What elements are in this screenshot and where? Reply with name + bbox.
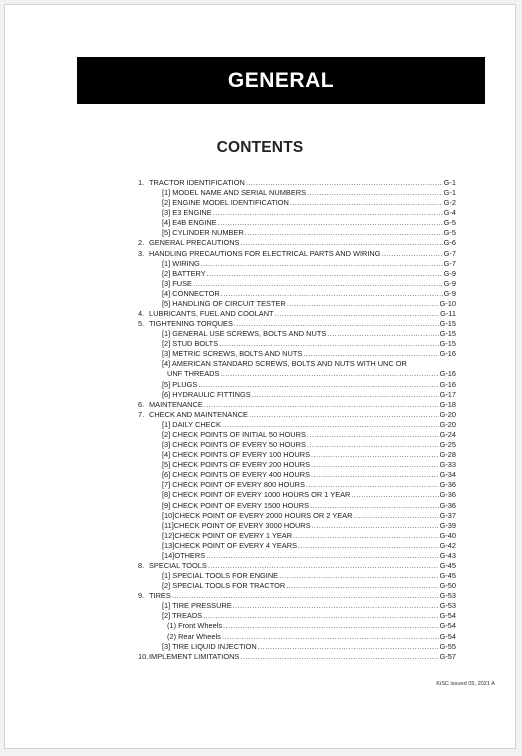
toc-dot-leader	[233, 601, 439, 611]
toc-dot-leader	[311, 450, 439, 460]
toc-entry-label: [3] FUSE	[162, 278, 192, 288]
toc-entry-label: [3] E3 ENGINE	[162, 208, 212, 218]
toc-entry-page: G-7	[443, 248, 456, 258]
toc-entry-label: [8] CHECK POINT OF EVERY 1000 HOURS OR 1 YEAR	[162, 490, 351, 500]
toc-entry[interactable]	[138, 269, 456, 279]
toc-dot-leader	[275, 309, 440, 319]
table-of-contents	[138, 178, 456, 662]
toc-entry-number: 1.	[138, 178, 145, 187]
toc-entry-page: G-36	[439, 500, 456, 510]
toc-entry-label: [1] SPECIAL TOOLS FOR ENGINE	[162, 571, 279, 581]
toc-dot-leader	[290, 198, 443, 208]
toc-entry-page: G-54	[439, 631, 456, 641]
toc-entry[interactable]	[138, 339, 456, 349]
toc-entry-page: G-36	[439, 480, 456, 490]
toc-entry[interactable]	[138, 259, 456, 269]
toc-entry[interactable]	[138, 188, 456, 198]
toc-entry-label: (2) Rear Wheels	[167, 631, 221, 641]
toc-dot-leader	[223, 621, 439, 631]
toc-entry-label: [2] STUD BOLTS	[162, 339, 219, 349]
toc-dot-leader	[306, 480, 439, 490]
toc-dot-leader	[245, 228, 443, 238]
toc-dot-leader	[218, 218, 443, 228]
toc-entry-page: G-43	[439, 550, 456, 560]
contents-heading: CONTENTS	[216, 139, 304, 156]
toc-entry-label: (1) Front Wheels	[167, 621, 223, 631]
toc-entry-label: [10]CHECK POINT OF EVERY 2000 HOURS OR 2 YEAR	[162, 510, 353, 520]
toc-entry-page: G-9	[443, 268, 456, 278]
toc-entry-page: G-33	[439, 460, 456, 470]
toc-dot-leader	[203, 611, 438, 621]
toc-entry-label: [3] TIRE LIQUID INJECTION	[162, 641, 257, 651]
toc-dot-leader	[240, 238, 442, 248]
toc-entry-label: IMPLEMENT LIMITATIONS	[149, 651, 240, 661]
toc-entry-page: G-42	[439, 540, 456, 550]
toc-entry[interactable]	[138, 551, 456, 561]
toc-entry-page: G-16	[439, 349, 456, 359]
toc-entry[interactable]	[138, 380, 456, 390]
toc-entry-label: SPECIAL TOOLS	[149, 560, 207, 570]
toc-entry-page: G-53	[439, 601, 456, 611]
toc-entry-page: G-7	[443, 258, 456, 268]
toc-entry-page: G-2	[443, 198, 456, 208]
toc-entry-number: 3.	[138, 248, 145, 258]
toc-entry[interactable]	[138, 480, 456, 490]
toc-entry-page: G-34	[439, 470, 456, 480]
toc-dot-leader	[287, 299, 439, 309]
toc-entry-page: G-5	[443, 228, 456, 238]
toc-entry-number: 2.	[138, 238, 145, 248]
toc-entry-page: G-54	[439, 611, 456, 621]
toc-entry-label: [4] CHECK POINTS OF EVERY 100 HOURS	[162, 450, 310, 460]
toc-entry-label: TIGHTENING TORQUES	[149, 319, 233, 329]
toc-entry[interactable]	[138, 621, 456, 631]
toc-entry-number: 7.	[138, 409, 145, 419]
toc-dot-leader	[312, 521, 439, 531]
toc-entry-page: G-6	[443, 238, 456, 248]
toc-dot-leader	[204, 400, 439, 410]
toc-entry-label: [4] AMERICAN STANDARD SCREWS, BOLTS AND NUTS WITH UNC OR	[162, 359, 407, 369]
toc-entry-label: [14]OTHERS	[162, 550, 206, 560]
toc-entry[interactable]	[138, 208, 456, 218]
toc-entry[interactable]	[138, 249, 456, 259]
toc-entry-page: G-25	[439, 440, 456, 450]
toc-entry[interactable]	[138, 642, 456, 652]
toc-entry[interactable]	[138, 218, 456, 228]
toc-entry-label: [1] DAILY CHECK	[162, 419, 221, 429]
toc-entry-label: [13]CHECK POINT OF EVERY 4 YEARS	[162, 540, 297, 550]
toc-entry-page: G-18	[439, 399, 456, 409]
toc-entry-label: [5] CYLINDER NUMBER	[162, 228, 244, 238]
toc-entry[interactable]	[138, 228, 456, 238]
toc-entry[interactable]	[138, 309, 456, 319]
toc-entry-page: G-45	[439, 560, 456, 570]
toc-entry-label: [2] TREADS	[162, 611, 203, 621]
toc-dot-leader	[307, 188, 443, 198]
toc-entry-page: G-1	[443, 188, 456, 198]
toc-entry[interactable]	[138, 450, 456, 460]
toc-dot-leader	[172, 591, 439, 601]
toc-entry[interactable]	[138, 238, 456, 248]
toc-entry[interactable]	[138, 561, 456, 571]
toc-entry-page: G-4	[443, 208, 456, 218]
toc-entry-number: 10.	[138, 651, 149, 661]
toc-dot-leader	[381, 249, 442, 259]
toc-dot-leader	[303, 349, 438, 359]
toc-entry-page: G-9	[443, 278, 456, 288]
toc-entry-page: G-15	[439, 339, 456, 349]
toc-entry[interactable]	[138, 611, 456, 621]
toc-dot-leader	[286, 581, 438, 591]
toc-dot-leader	[353, 511, 438, 521]
issue-footer: KiSC issued 05, 2021 A	[436, 681, 495, 687]
toc-dot-leader	[310, 501, 439, 511]
toc-entry-page: G-20	[439, 409, 456, 419]
toc-dot-leader	[311, 470, 439, 480]
toc-dot-leader	[252, 390, 439, 400]
toc-dot-leader	[208, 561, 439, 571]
toc-dot-leader	[293, 531, 438, 541]
toc-entry-number: 5.	[138, 319, 145, 329]
toc-dot-leader	[351, 490, 438, 500]
toc-entry-label: [2] SPECIAL TOOLS FOR TRACTOR	[162, 581, 286, 591]
toc-entry-label: GENERAL PRECAUTIONS	[149, 238, 240, 248]
toc-entry-label: MAINTENANCE	[149, 399, 203, 409]
toc-entry-page: G-39	[439, 520, 456, 530]
toc-entry[interactable]	[138, 652, 456, 662]
toc-entry-label: [2] CHECK POINTS OF INITIAL 50 HOURS	[162, 429, 306, 439]
toc-entry-page: G-24	[439, 429, 456, 439]
toc-entry[interactable]	[138, 591, 456, 601]
toc-entry[interactable]	[138, 601, 456, 611]
toc-entry-label: [1] MODEL NAME AND SERIAL NUMBERS	[162, 188, 307, 198]
toc-entry[interactable]	[138, 501, 456, 511]
toc-entry[interactable]	[138, 521, 456, 531]
toc-entry[interactable]	[138, 319, 456, 329]
toc-entry-label: [4] E4B ENGINE	[162, 218, 217, 228]
section-title-banner: GENERAL	[77, 57, 485, 104]
toc-entry-page: G-57	[439, 651, 456, 661]
toc-entry-label: [6] CHECK POINTS OF EVERY 400 HOURS	[162, 470, 310, 480]
toc-dot-leader	[307, 430, 439, 440]
toc-dot-leader	[258, 642, 439, 652]
document-page	[4, 4, 516, 749]
toc-entry[interactable]	[138, 470, 456, 480]
toc-entry-label: [1] GENERAL USE SCREWS, BOLTS AND NUTS	[162, 329, 327, 339]
toc-entry[interactable]	[138, 329, 456, 339]
toc-dot-leader	[234, 319, 439, 329]
toc-entry[interactable]	[138, 632, 456, 642]
toc-entry-label: [7] CHECK POINT OF EVERY 800 HOURS	[162, 480, 305, 490]
toc-entry[interactable]	[138, 460, 456, 470]
toc-entry[interactable]	[138, 369, 456, 379]
toc-dot-leader	[222, 632, 439, 642]
toc-entry-page: G-16	[439, 369, 456, 379]
toc-entry-label: TIRES	[149, 591, 171, 601]
toc-dot-leader	[279, 571, 438, 581]
toc-entry[interactable]	[138, 490, 456, 500]
toc-entry-label: CHECK AND MAINTENANCE	[149, 409, 248, 419]
toc-entry-page: G-1	[443, 178, 456, 187]
toc-entry-label: [5] PLUGS	[162, 379, 198, 389]
toc-dot-leader	[207, 269, 443, 279]
toc-entry[interactable]	[138, 420, 456, 430]
toc-entry[interactable]	[138, 511, 456, 521]
toc-dot-leader	[220, 369, 438, 379]
toc-entry-page: G-55	[439, 641, 456, 651]
toc-entry-label: [12]CHECK POINT OF EVERY 1 YEAR	[162, 530, 293, 540]
toc-entry[interactable]	[138, 279, 456, 289]
toc-dot-leader	[222, 420, 439, 430]
toc-entry-label: [2] BATTERY	[162, 268, 206, 278]
toc-entry[interactable]	[138, 178, 456, 188]
toc-entry-label: [2] ENGINE MODEL IDENTIFICATION	[162, 198, 289, 208]
toc-entry-page: G-36	[439, 490, 456, 500]
toc-dot-leader	[213, 208, 443, 218]
toc-entry-label: [3] METRIC SCREWS, BOLTS AND NUTS	[162, 349, 303, 359]
toc-entry-page: G-15	[439, 329, 456, 339]
toc-entry-label: [6] HYDRAULIC FITTINGS	[162, 389, 251, 399]
toc-entry[interactable]	[138, 430, 456, 440]
toc-entry-page: G-40	[439, 530, 456, 540]
toc-dot-leader	[193, 279, 443, 289]
toc-dot-leader	[201, 259, 443, 269]
toc-entry-number: 8.	[138, 560, 145, 570]
toc-dot-leader	[307, 440, 439, 450]
toc-entry-number: 6.	[138, 399, 145, 409]
toc-entry-page: G-20	[439, 419, 456, 429]
toc-entry[interactable]	[138, 359, 456, 369]
toc-entry-page: G-54	[439, 621, 456, 631]
toc-entry[interactable]	[138, 349, 456, 359]
toc-entry[interactable]	[138, 410, 456, 420]
toc-entry[interactable]	[138, 571, 456, 581]
toc-dot-leader	[246, 178, 443, 188]
toc-dot-leader	[249, 410, 439, 420]
toc-entry[interactable]	[138, 531, 456, 541]
toc-entry-page: G-16	[439, 379, 456, 389]
toc-entry-page: G-11	[440, 309, 456, 319]
toc-entry-label: [5] HANDLING OF CIRCUIT TESTER	[162, 298, 286, 308]
toc-entry[interactable]	[138, 299, 456, 309]
toc-dot-leader	[240, 652, 438, 662]
toc-entry-page: G-28	[439, 450, 456, 460]
toc-entry-label: [5] CHECK POINTS OF EVERY 200 HOURS	[162, 460, 310, 470]
toc-entry-label: [9] CHECK POINT OF EVERY 1500 HOURS	[162, 500, 310, 510]
toc-entry-label: [4] CONNECTOR	[162, 288, 220, 298]
toc-entry-page: G-9	[443, 288, 456, 298]
toc-entry-label: HANDLING PRECAUTIONS FOR ELECTRICAL PARTS AND WIRING	[149, 248, 381, 258]
toc-entry[interactable]	[138, 541, 456, 551]
toc-entry-page: G-17	[439, 389, 456, 399]
toc-entry-label: [3] CHECK POINTS OF EVERY 50 HOURS	[162, 440, 306, 450]
toc-entry[interactable]	[138, 440, 456, 450]
toc-entry[interactable]	[138, 581, 456, 591]
toc-entry[interactable]	[138, 198, 456, 208]
toc-entry-page: G-5	[443, 218, 456, 228]
toc-entry-page: G-45	[439, 571, 456, 581]
toc-entry-page: G-37	[439, 510, 456, 520]
toc-dot-leader	[219, 339, 438, 349]
toc-entry-page: G-50	[439, 581, 456, 591]
toc-entry-label: LUBRICANTS, FUEL AND COOLANT	[149, 309, 274, 319]
toc-entry-label: UNF THREADS	[167, 369, 220, 379]
toc-entry-label: [11]CHECK POINT OF EVERY 3000 HOURS	[162, 520, 311, 530]
toc-entry-number: 9.	[138, 591, 145, 601]
toc-dot-leader	[221, 289, 443, 299]
toc-entry-label: [1] TIRE PRESSURE	[162, 601, 232, 611]
toc-entry-page: G-10	[439, 298, 456, 308]
toc-dot-leader	[198, 380, 438, 390]
toc-dot-leader	[206, 551, 438, 561]
toc-entry-number: 4.	[138, 309, 145, 319]
toc-entry[interactable]	[138, 289, 456, 299]
toc-entry-page: G-53	[439, 591, 456, 601]
toc-dot-leader	[327, 329, 438, 339]
toc-dot-leader	[298, 541, 439, 551]
toc-entry[interactable]	[138, 400, 456, 410]
toc-dot-leader	[311, 460, 439, 470]
toc-entry-label: TRACTOR IDENTIFICATION	[149, 178, 245, 187]
toc-entry-label: [1] WIRING	[162, 258, 200, 268]
toc-entry[interactable]	[138, 390, 456, 400]
toc-entry-page: G-15	[439, 319, 456, 329]
